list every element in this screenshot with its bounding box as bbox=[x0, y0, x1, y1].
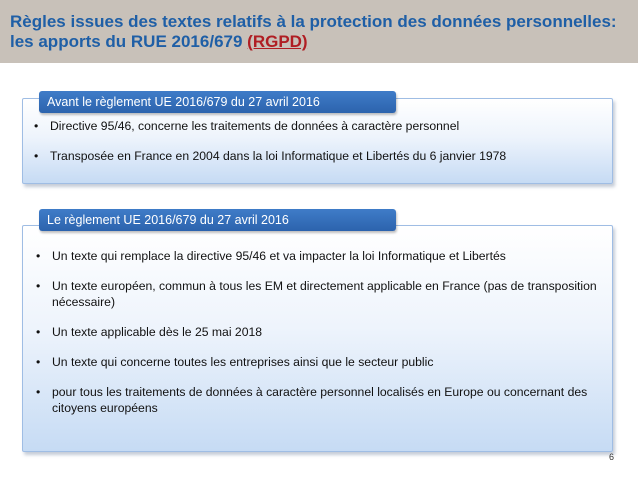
list-item-text: Transposée en France en 2004 dans la loi Informatique et Libertés du 6 janvier 1978 bbox=[50, 149, 507, 163]
list-item bbox=[30, 248, 605, 264]
list-item bbox=[30, 324, 605, 340]
list-item-text: Un texte applicable dès le 25 mai 2018 bbox=[52, 325, 263, 339]
list-item-text: Un texte qui remplace la directive 95/46 et va impacter la loi Informatique et Libertés bbox=[52, 249, 506, 263]
list-item-text: pour tous les traitements de données à caractère personnel localisés en Europe ou concernant des citoyens européens bbox=[52, 385, 588, 415]
list-item bbox=[28, 148, 603, 164]
section-before-list bbox=[28, 118, 603, 178]
slide-header bbox=[0, 0, 638, 63]
list-item bbox=[30, 384, 605, 416]
section-regulation-heading: Le règlement UE 2016/679 du 27 avril 2016 bbox=[39, 209, 396, 231]
section-regulation-list bbox=[30, 248, 605, 430]
list-item-text: Un texte qui concerne toutes les entreprises ainsi que le secteur public bbox=[52, 355, 434, 369]
list-item bbox=[30, 354, 605, 370]
bullet-icon: • bbox=[34, 119, 39, 133]
bullet-icon: • bbox=[36, 355, 41, 369]
bullet-icon: • bbox=[36, 279, 41, 293]
slide-title bbox=[10, 12, 630, 52]
list-item-text: Un texte européen, commun à tous les EM et directement applicable en France (pas de transposition nécessaire) bbox=[52, 279, 597, 309]
list-item-text: Directive 95/46, concerne les traitements de données à caractère personnel bbox=[50, 119, 460, 133]
list-item bbox=[28, 118, 603, 134]
bullet-icon: • bbox=[36, 249, 41, 263]
page-number: 6 bbox=[608, 452, 614, 462]
bullet-icon: • bbox=[36, 325, 41, 339]
slide-title-highlight: (RGPD) bbox=[247, 32, 308, 51]
bullet-icon: • bbox=[34, 149, 39, 163]
bullet-icon: • bbox=[36, 385, 41, 399]
section-before-heading: Avant le règlement UE 2016/679 du 27 avril 2016 bbox=[39, 91, 396, 113]
list-item bbox=[30, 278, 605, 310]
slide-title-main: Règles issues des textes relatifs à la protection des données personnelles: les apports du RUE 2016/679 bbox=[10, 12, 617, 51]
